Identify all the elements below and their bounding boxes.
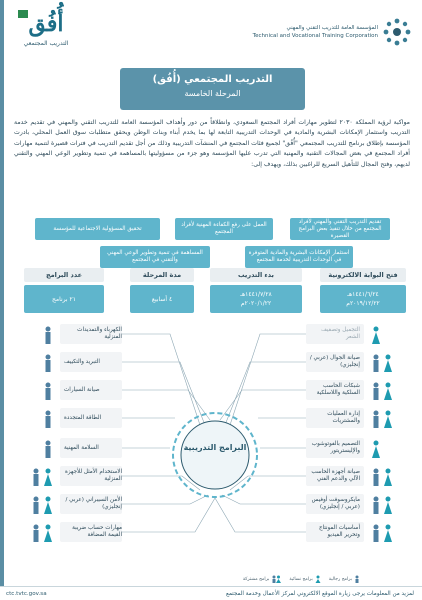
org-name-ar: المؤسسة العامة للتدريب التقني والمهني bbox=[286, 25, 378, 31]
footer bbox=[0, 586, 422, 600]
female-icon bbox=[315, 575, 321, 583]
program-item: مايكروسوفت أوفيس (عربي / إنجليزي) bbox=[306, 494, 364, 514]
male-icon bbox=[46, 441, 51, 459]
male-icon bbox=[374, 469, 379, 487]
program-item: صيانة أجهزة الحاسب الآلي والدعم الفني bbox=[306, 466, 364, 486]
stat-count bbox=[24, 268, 104, 314]
program-item: الأمن السيبراني (عربي / إنجليزي) bbox=[60, 494, 122, 514]
stat-label: مدة المرحلة bbox=[130, 268, 194, 282]
program-item: الكهرباء والتمديدات المنزلية bbox=[60, 324, 122, 344]
male-icon bbox=[374, 355, 379, 373]
flag-icon bbox=[18, 10, 28, 18]
ofoq-brand: أُفُق bbox=[28, 11, 64, 37]
goal-card: تقديم التدريب التقني والمهني لأفراد المجتمع من خلال تنفيذ بعض البرامج القصيرة bbox=[290, 218, 390, 240]
male-icon bbox=[46, 411, 51, 429]
program-item: الطاقة المتجددة bbox=[60, 408, 122, 428]
org-name-en: Technical and Vocational Training Corporation bbox=[252, 33, 378, 39]
male-icon bbox=[374, 383, 379, 401]
legend-male-label: برامج رجالية bbox=[328, 576, 352, 582]
stats-row bbox=[10, 268, 414, 314]
intro-paragraph: مواكبة لرؤية المملكة ٢٠٣٠ لتطوير مهارات أفراد المجتمع السعودي، وانطلاقاً من دور وأهداف المؤسسة العامة للتدريب التقني والمهني في تقديم خدمة التدريب واستثمار الإمكانات البشرية والمادية في الوحدات التدريبية التابعة لها بما يخدم أبناء وبنات الوطن ويحقق متطلبات سوق العمل المحلي، بادرت المؤسسة بإطلاق برنامج للتدريب المجتمعي "أُفُق" لجميع فئات المجتمع في المنشآت التدريبية وذلك من أجل تقديم التدريب في فترات قصيرة لتنمية مهارات أفراد المجتمع في بعض المجالات التقنية والمهنية التي تدرب عليها المؤسسة وهو جزء من مسؤوليتها بالمساهمة في تنمية وتطوير الوعي المهني والتقني لديهم، وفتح المجال للتأهيل السريع للراغبين بذلك، ويهدف إلى: bbox=[14, 119, 410, 168]
programs-diagram bbox=[10, 320, 414, 568]
legend-female bbox=[289, 575, 320, 583]
header bbox=[6, 4, 418, 62]
male-icon bbox=[374, 497, 379, 515]
male-icon bbox=[46, 383, 51, 401]
program-item: التصميم بالفوتوشوب والإليستريتور bbox=[306, 438, 364, 458]
legend-both-label: برامج مشتركة bbox=[242, 576, 270, 582]
page-subtitle: المرحلة الخامسة bbox=[184, 89, 241, 98]
program-item: أساسيات المونتاج وتحرير الفيديو bbox=[306, 522, 364, 542]
male-icon bbox=[34, 469, 39, 487]
ofoq-brand-sub: التدريب المجتمعي bbox=[23, 40, 69, 47]
female-icon bbox=[44, 497, 52, 515]
person-icons-right bbox=[370, 324, 400, 544]
left-accent-bar bbox=[0, 0, 4, 600]
program-item: شبكات الحاسب السلكية واللاسلكية bbox=[306, 380, 364, 400]
female-icon bbox=[384, 525, 392, 543]
program-item: الاستخدام الأمثل للأجهزة المنزلية bbox=[60, 466, 122, 486]
program-item: إدارة العمليات والمشتريات bbox=[306, 408, 364, 428]
stat-value-hijri: ١٤٤١/٧/٢٨هـ bbox=[240, 291, 272, 298]
center-label: البرامج التدريبية bbox=[183, 443, 247, 452]
program-item: التبريد والتكييف bbox=[60, 352, 122, 372]
male-icon bbox=[46, 355, 51, 373]
person-icons-left bbox=[24, 324, 58, 544]
legend-both bbox=[243, 575, 282, 583]
female-icon bbox=[372, 441, 380, 459]
program-item: السلامة المهنية bbox=[60, 438, 122, 458]
both-icon bbox=[271, 575, 281, 583]
stat-value: ٤ أسابيع bbox=[130, 285, 194, 313]
stat-value-gregorian: ٢٠٢٠/١/٢٢م bbox=[240, 300, 272, 307]
program-item: صيانة السيارات bbox=[60, 380, 122, 400]
page-title: التدريب المجتمعي (أُفُق) bbox=[152, 74, 273, 85]
female-icon bbox=[384, 469, 392, 487]
stat-duration bbox=[130, 268, 194, 314]
female-icon bbox=[372, 327, 380, 345]
stat-value-gregorian: ٢٠١٩/١٢/٢٢م bbox=[346, 300, 380, 307]
stat-label: عدد البرامج bbox=[24, 268, 104, 282]
stat-value bbox=[210, 285, 302, 313]
program-item: صيانة الجوال (عربي / إنجليزي) bbox=[306, 352, 364, 372]
tvtc-logo bbox=[222, 12, 412, 52]
female-icon bbox=[384, 355, 392, 373]
stat-start bbox=[210, 268, 302, 314]
legend-male bbox=[329, 575, 360, 583]
tvtc-logo-icon bbox=[382, 17, 412, 47]
male-icon bbox=[374, 525, 379, 543]
legend bbox=[200, 574, 360, 584]
title-banner bbox=[120, 68, 305, 110]
female-icon bbox=[44, 525, 52, 543]
male-icon bbox=[34, 525, 39, 543]
male-icon bbox=[354, 575, 360, 583]
male-icon bbox=[46, 327, 51, 345]
stat-value: ٢١ برنامج bbox=[24, 285, 104, 313]
stat-label: فتح البوابة الالكترونية bbox=[320, 268, 406, 282]
stat-value-hijri: ١٤٤١/٦/٢٤هـ bbox=[347, 291, 379, 298]
footer-link[interactable]: ctc.tvtc.gov.sa bbox=[6, 591, 47, 597]
female-icon bbox=[384, 497, 392, 515]
male-icon bbox=[374, 411, 379, 429]
female-icon bbox=[44, 469, 52, 487]
stat-value bbox=[320, 285, 406, 313]
female-icon bbox=[384, 383, 392, 401]
program-item: التجميل وتصفيف الشعر bbox=[306, 324, 364, 344]
footer-text: لمزيد من المعلومات يرجى زيارة الموقع الالكتروني لمركز الأعمال وخدمة المجتمع bbox=[225, 591, 414, 597]
male-icon bbox=[34, 497, 39, 515]
stat-portal bbox=[320, 268, 406, 314]
goal-card: العمل على رفع الكفاءة المهنية لأفراد المجتمع bbox=[175, 218, 273, 240]
ofoq-logo bbox=[16, 10, 76, 58]
goal-card: المساهمة في تنمية وتطوير الوعي المهني والتقني في المجتمع bbox=[100, 246, 210, 268]
female-icon bbox=[384, 411, 392, 429]
goal-card: استثمار الإمكانات البشرية والمادية المتوفرة في الوحدات التدريبية لخدمة المجتمع bbox=[245, 246, 353, 268]
program-item: مهارات حساب ضريبة القيمة المضافة bbox=[60, 522, 122, 542]
goal-card: تحقيق المسؤولية الاجتماعية للمؤسسة bbox=[35, 218, 160, 240]
stat-label: بدء التدريب bbox=[210, 268, 302, 282]
legend-female-label: برامج نسائية bbox=[289, 576, 313, 582]
